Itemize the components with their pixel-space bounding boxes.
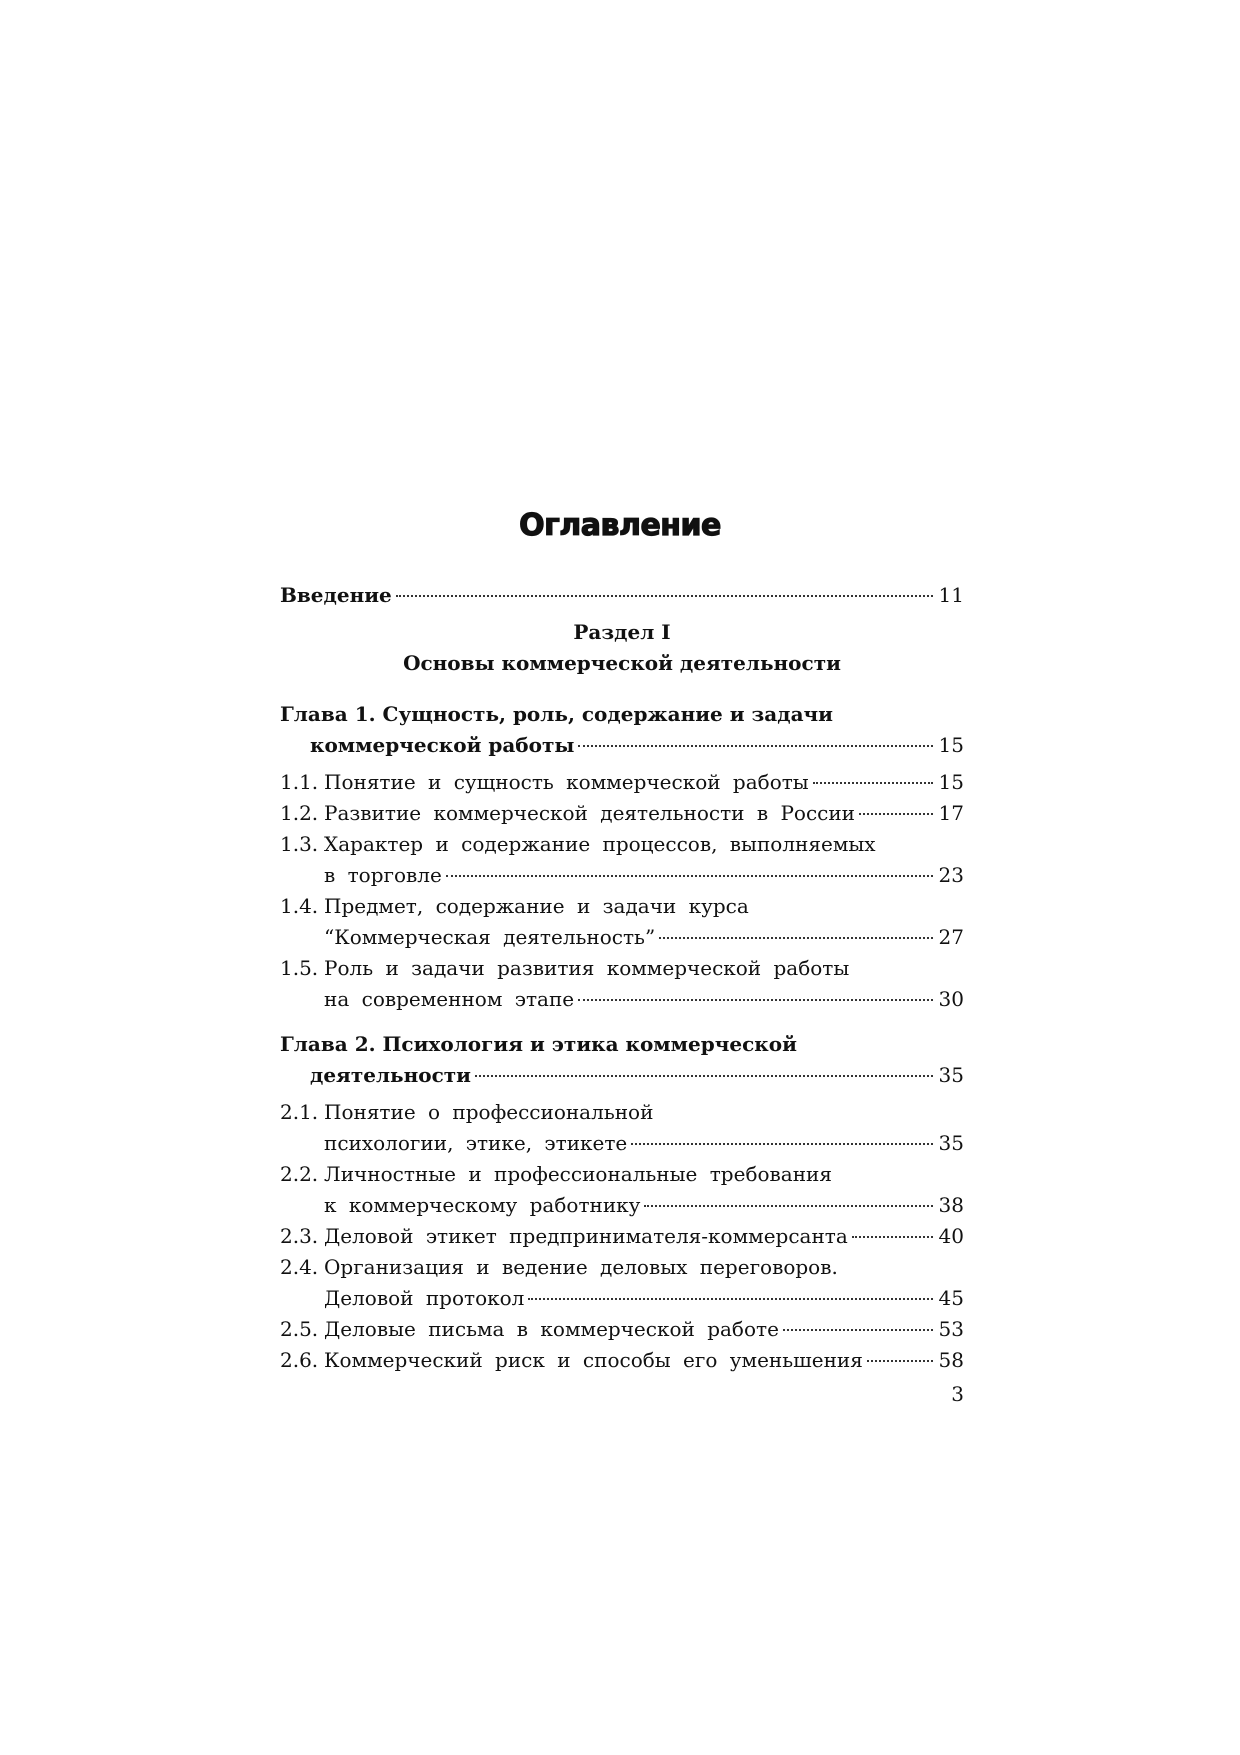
toc-page-number: 11 xyxy=(938,583,964,607)
subsection-title: Деловые письма в коммерческой работе xyxy=(324,1317,779,1341)
subsection-title: Коммерческий риск и способы его уменьшения xyxy=(324,1348,863,1372)
toc-page-number: 35 xyxy=(938,1131,964,1155)
toc-entry-intro xyxy=(280,580,964,611)
subsection-title: Деловой этикет предпринимателя-коммерсанта xyxy=(324,1224,848,1248)
subsection-title-cont: в торговле xyxy=(324,863,442,887)
chapter-title-line1: Глава 1. Сущность, роль, содержание и задачи xyxy=(280,702,834,726)
dot-leader xyxy=(396,595,933,597)
toc-page-number: 35 xyxy=(938,1063,964,1087)
chapter-title-line1: Глава 2. Психология и этика коммерческой xyxy=(280,1032,797,1056)
toc-subentry xyxy=(280,953,964,984)
subsection-title: Личностные и профессиональные требования xyxy=(324,1162,832,1186)
subsection-title: Организация и ведение деловых переговоров. xyxy=(324,1255,838,1279)
toc-subentry xyxy=(280,1314,964,1345)
toc-page-number: 27 xyxy=(938,925,964,949)
subsection-number: 2.4. xyxy=(280,1255,319,1279)
subsection-title: Понятие и сущность коммерческой работы xyxy=(324,770,809,794)
subsection-title-cont: к коммерческому работнику xyxy=(324,1193,641,1217)
toc-page-number: 38 xyxy=(938,1193,964,1217)
dot-leader xyxy=(528,1298,932,1300)
toc-subentry xyxy=(280,1252,964,1283)
subsection-title-cont: психологии, этике, этикете xyxy=(324,1131,628,1155)
dot-leader xyxy=(852,1236,933,1238)
toc-subentry xyxy=(280,1159,964,1190)
toc-page-number: 30 xyxy=(938,987,964,1011)
toc-subentry xyxy=(280,891,964,922)
subsection-number: 2.2. xyxy=(280,1162,319,1186)
toc-subentry xyxy=(280,767,964,798)
dot-leader xyxy=(578,999,932,1001)
toc-entry-label: Введение xyxy=(280,583,392,607)
toc-subentry xyxy=(280,1345,964,1376)
chapter-heading xyxy=(280,1029,964,1060)
toc-subentry-end xyxy=(280,1283,964,1314)
subsection-number: 1.2. xyxy=(280,801,319,825)
subsection-number: 1.4. xyxy=(280,894,319,918)
toc-subentry-end xyxy=(280,1128,964,1159)
subsection-title: Развитие коммерческой деятельности в России xyxy=(324,801,856,825)
dot-leader xyxy=(644,1205,932,1207)
toc-page-number: 40 xyxy=(938,1224,964,1248)
dot-leader xyxy=(578,745,932,747)
toc-page-number: 15 xyxy=(938,770,964,794)
subsection-number: 1.1. xyxy=(280,770,319,794)
toc-subentry xyxy=(280,798,964,829)
toc-page-number: 53 xyxy=(938,1317,964,1341)
table-of-contents xyxy=(280,580,964,1376)
subsection-title: Роль и задачи развития коммерческой работы xyxy=(324,956,850,980)
toc-subentry-end xyxy=(280,922,964,953)
toc-page-number: 58 xyxy=(938,1348,964,1372)
chapter-title-line2: коммерческой работы xyxy=(310,733,575,757)
section-label: Раздел I xyxy=(573,620,671,644)
dot-leader xyxy=(475,1075,933,1077)
toc-page-number: 15 xyxy=(938,733,964,757)
toc-page-number: 45 xyxy=(938,1286,964,1310)
dot-leader xyxy=(783,1329,933,1331)
dot-leader xyxy=(446,875,933,877)
subsection-number: 1.5. xyxy=(280,956,319,980)
subsection-number: 2.3. xyxy=(280,1224,319,1248)
dot-leader xyxy=(867,1360,933,1362)
toc-subentry-end xyxy=(280,1190,964,1221)
chapter-heading-end xyxy=(280,1060,964,1091)
page-number: 3 xyxy=(951,1382,964,1406)
subsection-number: 2.1. xyxy=(280,1100,319,1124)
chapter-title-line2: деятельности xyxy=(310,1063,472,1087)
subsection-title: Предмет, содержание и задачи курса xyxy=(324,894,749,918)
subsection-number: 2.5. xyxy=(280,1317,319,1341)
chapter-heading xyxy=(280,699,964,730)
subsection-title: Понятие о профессиональной xyxy=(324,1100,654,1124)
toc-page-number: 17 xyxy=(938,801,964,825)
toc-page-number: 23 xyxy=(938,863,964,887)
subsection-number: 2.6. xyxy=(280,1348,319,1372)
dot-leader xyxy=(813,782,933,784)
subsection-title-cont: Деловой протокол xyxy=(324,1286,525,1310)
toc-subentry xyxy=(280,829,964,860)
dot-leader xyxy=(631,1143,932,1145)
toc-subentry-end xyxy=(280,984,964,1015)
chapter-heading-end xyxy=(280,730,964,761)
section-title: Основы коммерческой деятельности xyxy=(403,651,841,675)
toc-subentry xyxy=(280,1221,964,1252)
toc-subentry xyxy=(280,1097,964,1128)
toc-subentry-end xyxy=(280,860,964,891)
subsection-title: Характер и содержание процессов, выполняемых xyxy=(324,832,876,856)
subsection-title-cont: на современном этапе xyxy=(324,987,575,1011)
subsection-number: 1.3. xyxy=(280,832,319,856)
toc-title: Оглавление xyxy=(519,508,721,543)
dot-leader xyxy=(859,813,933,815)
dot-leader xyxy=(659,937,932,939)
subsection-title-cont: “Коммерческая деятельность” xyxy=(324,925,656,949)
